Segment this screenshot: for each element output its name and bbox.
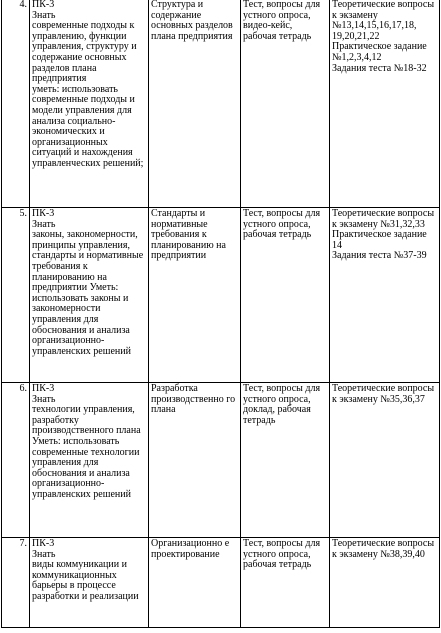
- tasks-cell: Теоретические вопросы к экзамену №31,32,33 Практическое задание 14 Задания теста №37-39: [330, 208, 440, 383]
- competency-cell: ПК-3 Знать законы, закономерности, принципы управления, стандарты и нормативные требования к планированию на предприятии Уметь: использовать законы и закономерности управления для обоснования и анализа организационно-управленских решений: [30, 208, 149, 383]
- row-number: 7.: [2, 538, 30, 628]
- assessment-means-cell: Тест, вопросы для устного опроса, рабочая тетрадь: [241, 208, 330, 383]
- row-number: 4.: [2, 0, 30, 208]
- competency-cell: ПК-3 Знать современные подходы к управлению, функции управления, структуру и содержание основных разделов плана предприятия уметь: использовать современные подходы и модели управления для анализа социально-экономических и организационных ситуаций и нахождения управленческих решений;: [30, 0, 149, 208]
- tasks-cell: Теоретические вопросы к экзамену №35,36,37: [330, 383, 440, 538]
- assessment-means-cell: Тест, вопросы для устного опроса, доклад, рабочая тетрадь: [241, 383, 330, 538]
- assessment-table: [1, 0, 440, 628]
- table-row: [2, 0, 440, 208]
- table-row: [2, 208, 440, 383]
- topic-cell: Стандарты и нормативные требования к планированию на предприятии: [149, 208, 241, 383]
- assessment-means-cell: Тест, вопросы для устного опроса, рабочая тетрадь: [241, 538, 330, 628]
- topic-cell: Разработка производственно го плана: [149, 383, 241, 538]
- row-number: 5.: [2, 208, 30, 383]
- competency-cell: ПК-3 Знать технологии управления, разработку производственного плана Уметь: использовать современные технологии управления для обоснования и анализа организационно-управленских решений: [30, 383, 149, 538]
- tasks-cell: Теоретические вопросы к экзамену №13,14,15,16,17,18, 19,20,21,22 Практическое задание №1,2,3,4,12 Задания теста №18-32: [330, 0, 440, 208]
- competency-cell: ПК-3 Знать виды коммуникации и коммуникационных барьеры в процессе разработки и реализации: [30, 538, 149, 628]
- row-number: 6.: [2, 383, 30, 538]
- table-row: [2, 383, 440, 538]
- tasks-cell: Теоретические вопросы к экзамену №38,39,40: [330, 538, 440, 628]
- topic-cell: Структура и содержание основных разделов плана предприятия: [149, 0, 241, 208]
- assessment-means-cell: Тест, вопросы для устного опроса, видео-кейс, рабочая тетрадь: [241, 0, 330, 208]
- topic-cell: Организационно е проектирование: [149, 538, 241, 628]
- table-row: [2, 538, 440, 628]
